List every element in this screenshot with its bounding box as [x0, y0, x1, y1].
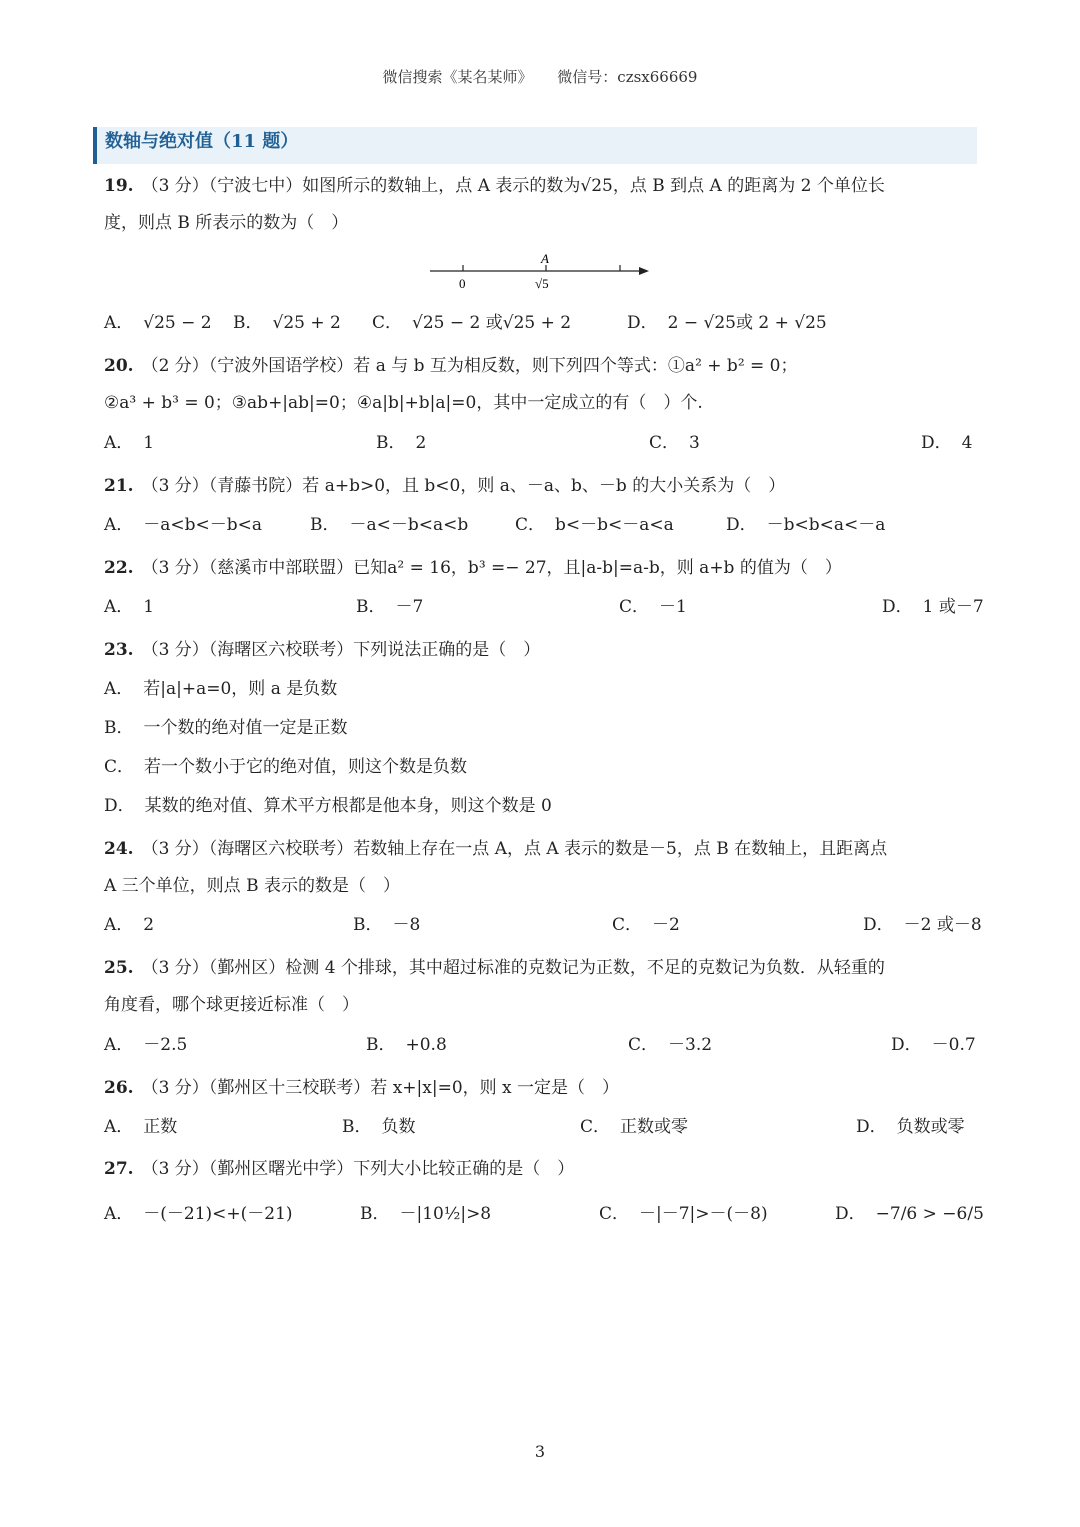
option-label: B． — [104, 718, 134, 738]
question-25-text-2: 角度看，哪个球更接近标准（ ） — [104, 995, 359, 1015]
question-21-option-b[interactable] — [310, 515, 468, 535]
question-24-option-a[interactable] — [104, 915, 154, 935]
option-text: －|－7|>－(－8) — [639, 1204, 768, 1224]
question-22-line-1 — [104, 558, 842, 578]
option-text: 2 − √25或 2 + √25 — [667, 313, 827, 333]
question-20-option-b[interactable] — [376, 433, 426, 453]
option-text: 负数 — [381, 1117, 416, 1137]
question-19-number: 19. — [104, 176, 134, 196]
number-line-figure — [425, 250, 655, 299]
question-27-number: 27. — [104, 1159, 134, 1179]
option-label: A． — [104, 1117, 134, 1137]
option-label: A． — [104, 433, 134, 453]
option-label: B． — [353, 915, 383, 935]
question-20-option-a[interactable] — [104, 433, 154, 453]
question-23-option-d[interactable] — [104, 796, 552, 816]
option-label: D． — [856, 1117, 887, 1137]
option-text: +0.8 — [405, 1035, 447, 1055]
section-title: 数轴与绝对值（11 题） — [105, 131, 299, 152]
option-label: A． — [104, 1204, 134, 1224]
option-text: √25 − 2 或√25 + 2 — [412, 313, 572, 333]
option-label: C． — [599, 1204, 630, 1224]
question-22-number: 22. — [104, 558, 134, 578]
option-label: A． — [104, 1035, 134, 1055]
page-number: 3 — [534, 1442, 546, 1461]
question-27-line-1 — [104, 1159, 574, 1179]
question-25-option-b[interactable] — [366, 1035, 447, 1055]
option-label: C． — [580, 1117, 611, 1137]
question-27-option-c[interactable] — [599, 1204, 768, 1224]
option-label: B． — [366, 1035, 396, 1055]
option-label: D． — [891, 1035, 922, 1055]
option-text: 1 — [143, 597, 155, 617]
option-text: 2 — [143, 915, 155, 935]
question-19-option-a[interactable] — [104, 313, 212, 333]
option-label: B． — [233, 313, 263, 333]
question-26-text-1: （3 分）（鄞州区十三校联考）若 x+|x|=0，则 x 一定是（ ） — [141, 1078, 620, 1098]
option-text: 某数的绝对值、算术平方根都是他本身，则这个数是 0 — [144, 796, 552, 816]
option-text: －a<b<－b<a — [143, 515, 263, 535]
option-label: C． — [612, 915, 643, 935]
question-21-line-1 — [104, 476, 785, 496]
question-27-option-a[interactable] — [104, 1204, 293, 1224]
question-23-number: 23. — [104, 640, 134, 660]
question-23-line-1 — [104, 640, 540, 660]
question-27-text-1: （3 分）（鄞州区曙光中学）下列大小比较正确的是（ ） — [141, 1159, 575, 1179]
number-line-arrow — [639, 267, 649, 275]
question-22-option-c[interactable] — [619, 597, 687, 617]
question-22-text-1: （3 分）（慈溪市中部联盟）已知a² = 16，b³ =− 27，且|a-b|=a-b，则 a+b 的值为（ ） — [141, 558, 842, 578]
question-25-option-a[interactable] — [104, 1035, 187, 1055]
question-25-option-c[interactable] — [628, 1035, 712, 1055]
number-line-svg — [425, 250, 655, 295]
question-19-line-2 — [104, 213, 348, 233]
question-21-option-c[interactable] — [515, 515, 674, 535]
option-text: －3.2 — [668, 1035, 713, 1055]
question-26-option-a[interactable] — [104, 1117, 177, 1137]
question-24-option-c[interactable] — [612, 915, 680, 935]
question-19-option-d[interactable] — [627, 313, 827, 333]
question-20-option-c[interactable] — [649, 433, 700, 453]
question-20-text-2: ②a³ + b³ = 0；③ab+|ab|=0；④a|b|+b|a|=0，其中一定成立的有（ ）个. — [104, 393, 703, 413]
option-text: 1 — [143, 433, 155, 453]
question-26-option-c[interactable] — [580, 1117, 688, 1137]
question-24-line-2 — [104, 876, 400, 896]
page-header — [0, 66, 1080, 87]
option-text: −7/6 > −6/5 — [875, 1204, 984, 1224]
question-23-option-a[interactable] — [104, 679, 337, 699]
option-label: B． — [376, 433, 406, 453]
question-20-text-1: （2 分）（宁波外国语学校）若 a 与 b 互为相反数，则下列四个等式：①a² + b² = 0； — [141, 356, 798, 376]
option-label: C． — [104, 757, 135, 777]
option-text: －2 或－8 — [903, 915, 982, 935]
option-text: －2 — [652, 915, 680, 935]
option-text: 4 — [961, 433, 973, 453]
question-24-option-d[interactable] — [863, 915, 982, 935]
option-label: D． — [921, 433, 952, 453]
option-label: C． — [372, 313, 403, 333]
option-label: D． — [627, 313, 658, 333]
question-24-text-2: A 三个单位，则点 B 表示的数是（ ） — [104, 876, 400, 896]
question-22-option-b[interactable] — [356, 597, 423, 617]
question-21-text-1: （3 分）（青藤书院）若 a+b>0，且 b<0，则 a、－a、b、－b 的大小关系为（ ） — [141, 476, 786, 496]
option-text: －a<－b<a<b — [349, 515, 469, 535]
option-label: B． — [356, 597, 386, 617]
question-19-text-1: （3 分）（宁波七中）如图所示的数轴上，点 A 表示的数为√25，点 B 到点 A 的距离为 2 个单位长 — [141, 176, 885, 196]
question-24-line-1 — [104, 839, 887, 859]
option-text: －7 — [395, 597, 424, 617]
question-23-option-b[interactable] — [104, 718, 348, 738]
option-text: 负数或零 — [896, 1117, 965, 1137]
option-text: b<－b<－a<a — [555, 515, 674, 535]
question-21-number: 21. — [104, 476, 134, 496]
option-text: －2.5 — [143, 1035, 188, 1055]
option-label: D． — [863, 915, 894, 935]
option-text: 2 — [415, 433, 427, 453]
question-19-text-2: 度，则点 B 所表示的数为（ ） — [104, 213, 349, 233]
question-20-line-2 — [104, 393, 703, 413]
option-label: A． — [104, 915, 134, 935]
header-search-text: 微信搜索《某名某师》 — [382, 68, 533, 86]
option-text: －1 — [659, 597, 687, 617]
question-25-text-1: （3 分）（鄞州区）检测 4 个排球，其中超过标准的克数记为正数，不足的克数记为负数．从轻重的 — [141, 958, 885, 978]
option-label: C． — [619, 597, 650, 617]
question-27-option-d[interactable] — [835, 1204, 984, 1224]
question-24-text-1: （3 分）（海曙区六校联考）若数轴上存在一点 A，点 A 表示的数是－5，点 B 在数轴上，且距离点 — [141, 839, 888, 859]
option-text: －(－21)<+(－21) — [143, 1204, 293, 1224]
option-label: D． — [835, 1204, 866, 1224]
option-text: √25 − 2 — [143, 313, 212, 333]
number-line-label-sqrt5: √5 — [535, 276, 549, 291]
question-20-option-d[interactable] — [921, 433, 972, 453]
question-19-line-1 — [104, 176, 885, 196]
question-20-line-1 — [104, 356, 798, 376]
option-text: 一个数的绝对值一定是正数 — [143, 718, 348, 738]
question-25-line-1 — [104, 958, 885, 978]
question-24-number: 24. — [104, 839, 134, 859]
option-label: D． — [882, 597, 913, 617]
question-23-text-1: （3 分）（海曙区六校联考）下列说法正确的是（ ） — [141, 640, 541, 660]
option-text: √25 + 2 — [272, 313, 341, 333]
question-25-number: 25. — [104, 958, 134, 978]
number-line-label-a: A — [541, 251, 549, 266]
number-line-label-zero: 0 — [459, 276, 466, 291]
option-text: 1 或－7 — [922, 597, 984, 617]
option-label: C． — [628, 1035, 659, 1055]
option-label: D． — [726, 515, 757, 535]
option-text: 若|a|+a=0，则 a 是负数 — [143, 679, 338, 699]
question-26-number: 26. — [104, 1078, 134, 1098]
question-20-number: 20. — [104, 356, 134, 376]
question-22-option-a[interactable] — [104, 597, 154, 617]
option-label: B． — [360, 1204, 390, 1224]
option-text: －8 — [392, 915, 421, 935]
option-label: A． — [104, 597, 134, 617]
option-text: 正数 — [143, 1117, 178, 1137]
option-text: －b<b<a<－a — [766, 515, 886, 535]
question-24-option-b[interactable] — [353, 915, 420, 935]
question-25-line-2 — [104, 995, 359, 1015]
option-text: 3 — [689, 433, 700, 453]
option-label: C． — [649, 433, 680, 453]
option-label: C． — [515, 515, 546, 535]
question-21-option-d[interactable] — [726, 515, 885, 535]
question-19-option-b[interactable] — [233, 313, 341, 333]
option-label: A． — [104, 515, 134, 535]
question-27-option-b[interactable] — [360, 1204, 491, 1224]
option-text: 若一个数小于它的绝对值，则这个数是负数 — [144, 757, 468, 777]
question-26-line-1 — [104, 1078, 619, 1098]
question-23-option-c[interactable] — [104, 757, 467, 777]
option-label: A． — [104, 679, 134, 699]
question-21-option-a[interactable] — [104, 515, 262, 535]
question-22-option-d[interactable] — [882, 597, 984, 617]
option-label: B． — [310, 515, 340, 535]
question-19-option-c[interactable] — [372, 313, 571, 333]
section-title-bar — [93, 127, 977, 164]
question-26-option-b[interactable] — [342, 1117, 416, 1137]
option-label: B． — [342, 1117, 372, 1137]
question-26-option-d[interactable] — [856, 1117, 965, 1137]
option-text: －0.7 — [931, 1035, 976, 1055]
option-label: D． — [104, 796, 135, 816]
option-text: 正数或零 — [620, 1117, 689, 1137]
header-wechat-id: 微信号：czsx66669 — [557, 68, 698, 86]
question-25-option-d[interactable] — [891, 1035, 976, 1055]
option-text: －|10½|>8 — [399, 1204, 492, 1224]
option-label: A． — [104, 313, 134, 333]
